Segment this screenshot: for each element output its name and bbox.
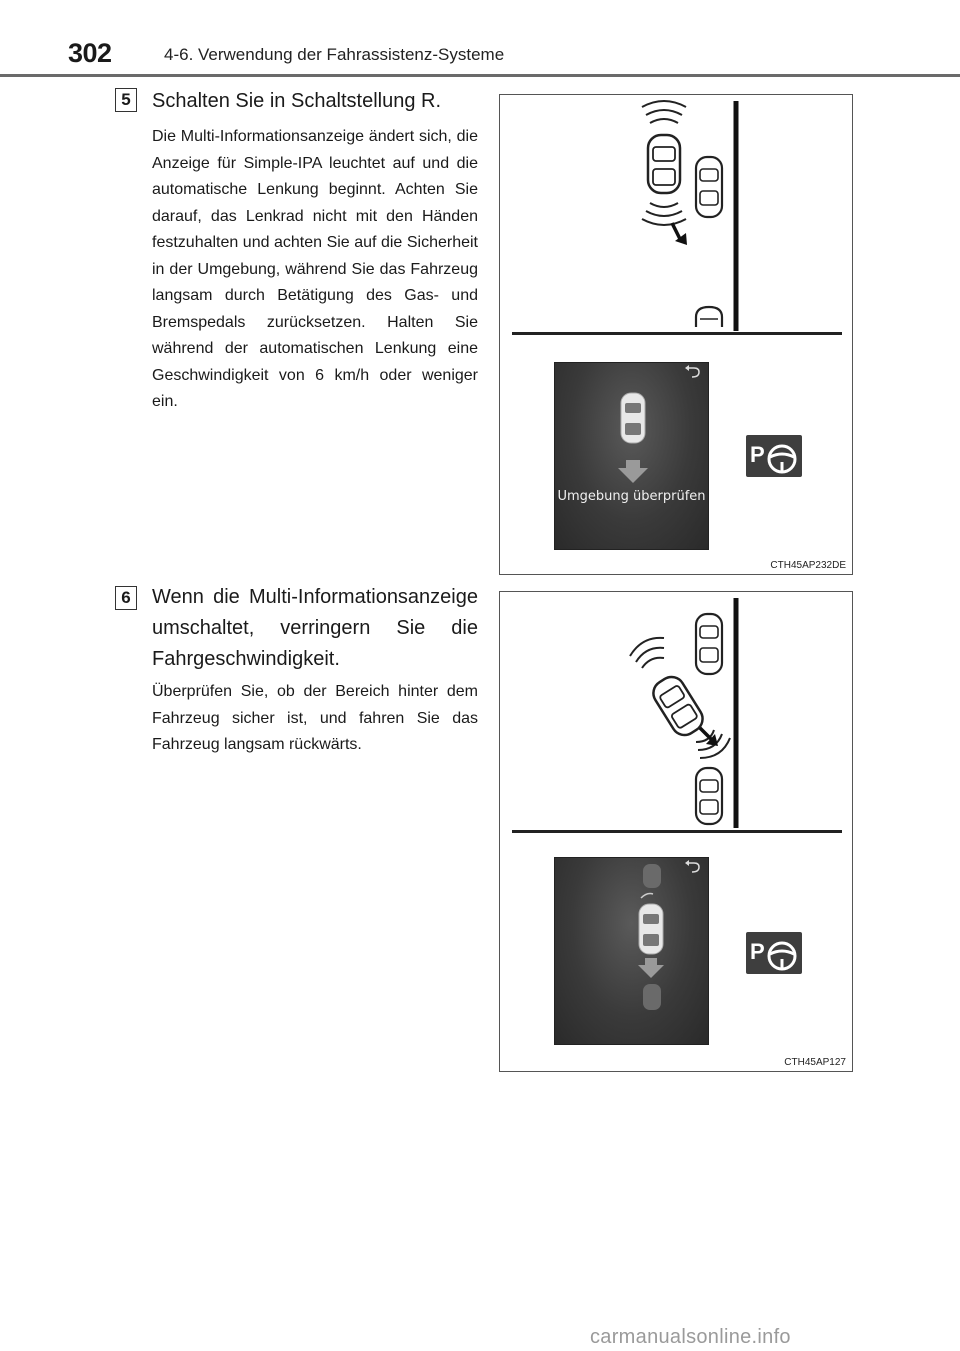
back-arrow-icon (685, 860, 699, 872)
steering-wheel-icon (769, 943, 795, 969)
step-body: Die Multi-Informationsanzeige ändert sich, die Anzeige für Simple-IPA leuchtet auf und die automatische Lenkung beginnt. Achten Sie darauf, das Lenkrad nicht mit den Händen festzuhalten und achten Sie auf die Sicherheit in der Umgebung, während Sie das Fahrzeug langsam durch Betätigung des Gas- und Bremspedals zurücksetzen. Halten Sie während der automatischen Lenkung eine Geschwindigkeit von 6 km/h oder weniger ein. (152, 128, 478, 410)
header-rule (0, 74, 960, 77)
car-icon (696, 157, 722, 217)
step-heading: Schalten Sie in Schaltstellung R. (152, 90, 442, 112)
car-icon (696, 614, 722, 674)
steering-wheel-icon (769, 446, 795, 472)
multi-information-display (554, 857, 709, 1045)
step-body: Überprüfen Sie, ob der Bereich hinter dem Fahrzeug sicher ist, und fahren Sie das Fahrzeug langsam rückwärts. (152, 683, 478, 753)
reverse-arrow-icon (638, 958, 664, 978)
parking-scene-illustration (500, 95, 853, 335)
car-icon (639, 904, 663, 954)
car-icon (621, 393, 645, 443)
display-message: Umgebung überprüfen (557, 489, 706, 504)
figure-step-5 (499, 94, 853, 575)
figure-code: CTH45AP127 (784, 1057, 846, 1068)
back-arrow-icon (685, 365, 699, 377)
step-heading: Wenn die Multi-Informationsanzeige umschaltet, verringern Sie die Fahrgeschwindigkeit. (152, 586, 478, 670)
page-number: 302 (68, 38, 112, 68)
parking-assist-icon: P (750, 939, 765, 964)
reverse-arrow-icon (618, 460, 648, 483)
watermark: carmanualsonline.info (590, 1326, 791, 1348)
parking-scene-illustration (500, 592, 853, 832)
simple-ipa-indicator (746, 932, 802, 974)
car-icon (649, 672, 708, 740)
simple-ipa-indicator (746, 435, 802, 477)
car-icon (696, 768, 722, 824)
chapter-title: 4-6. Verwendung der Fahrassistenz-Systeme (164, 45, 505, 64)
multi-information-display (554, 362, 709, 550)
reverse-arrow-icon (700, 728, 718, 746)
car-icon (648, 135, 680, 193)
reverse-arrow-icon (672, 223, 687, 245)
figure-code: CTH45AP232DE (770, 560, 846, 571)
figure-step-6 (499, 591, 853, 1072)
figure-divider (512, 830, 842, 833)
parking-assist-icon: P (750, 442, 765, 467)
figure-divider (512, 332, 842, 335)
step-number-badge: 6 (115, 586, 137, 610)
step-number-badge: 5 (115, 88, 137, 112)
